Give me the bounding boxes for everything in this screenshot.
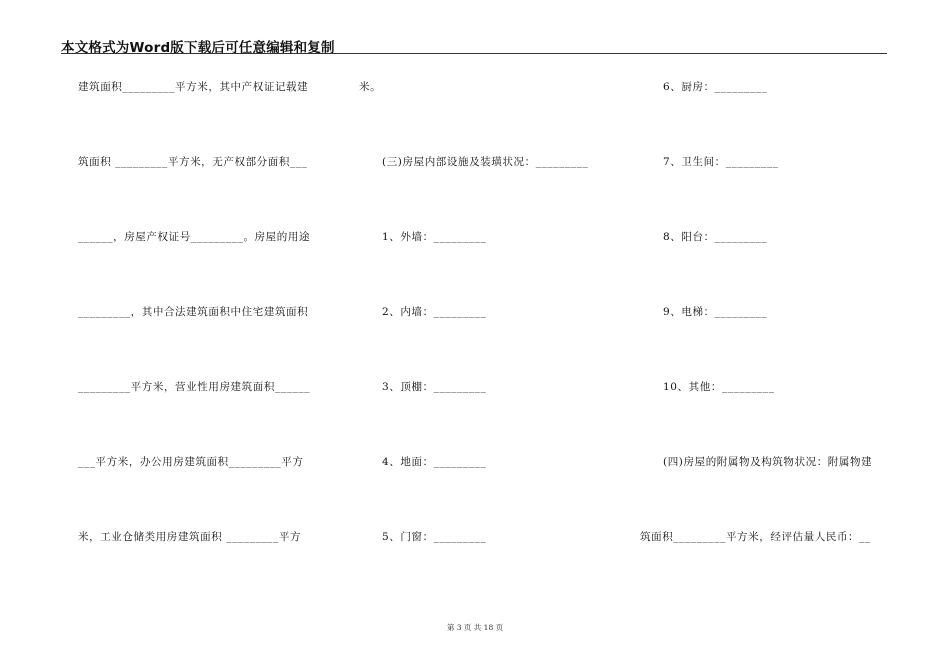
right-line-4: 9、电梯：_________ [663,306,768,318]
middle-line-3: 2、内墙：_________ [382,306,487,318]
right-line-1: 6、厨房：_________ [663,81,768,93]
page-header-title: 本文格式为Word版下载后可任意编辑和复制 [61,40,335,56]
right-line-2: 7、卫生间：_________ [663,156,779,168]
left-line-1-tail: 米。 [359,81,382,93]
left-line-5: _________平方米，营业性用房建筑面积______ [78,381,311,393]
right-line-5: 10、其他：_________ [663,381,775,393]
left-line-6: ___平方米，办公用房建筑面积_________平方 [78,456,304,468]
left-line-7: 米，工业仓储类用房建筑面积 _________平方 [78,531,302,543]
right-line-3: 8、阳台：_________ [663,231,768,243]
middle-line-2: 1、外墙：_________ [382,231,487,243]
middle-line-1: (三)房屋内部设施及装璜状况：_________ [382,156,589,168]
right-line-6: (四)房屋的附属物及构筑物状况：附属物建 [663,456,873,468]
left-line-4: _________，其中合法建筑面积中住宅建筑面积 [78,306,309,318]
middle-line-4: 3、顶棚：_________ [382,381,487,393]
right-line-7: 筑面积_________平方米，经评估量人民币：__ [640,531,871,543]
left-line-3: ______，房屋产权证号_________。房屋的用途 [78,231,311,243]
left-line-2: 筑面积 _________平方米，无产权部分面积___ [78,156,308,168]
middle-line-5: 4、地面：_________ [382,456,487,468]
middle-line-6: 5、门窗：_________ [382,531,487,543]
page-number: 第 3 页 共 18 页 [446,623,504,632]
header-rule [61,53,887,54]
left-line-1: 建筑面积_________平方米，其中产权证记载建 [78,81,309,93]
